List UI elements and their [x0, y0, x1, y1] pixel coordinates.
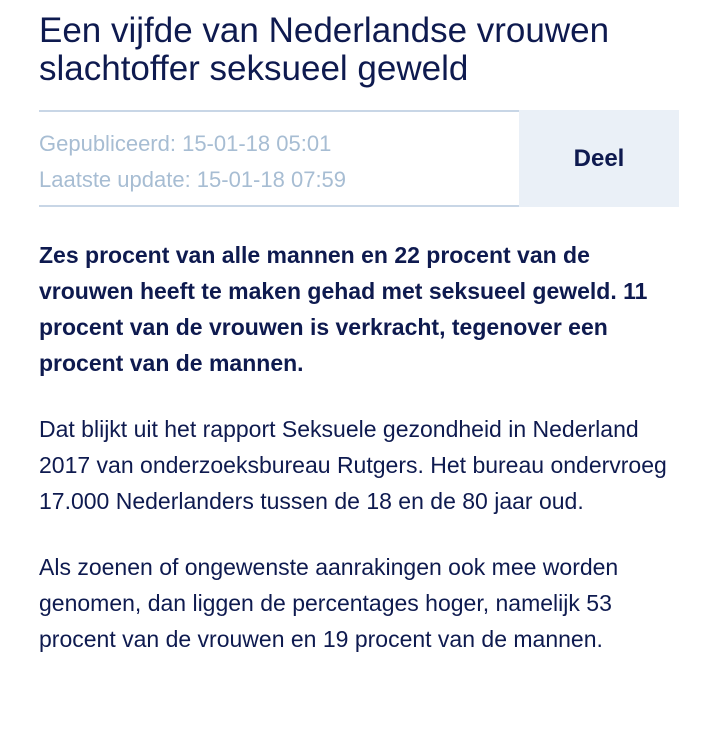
article-lead: Zes procent van alle mannen en 22 procent van de vrouwen heeft te maken gehad met seksueel geweld. 11 procent van de vrouwen is verkracht, tegenover een procent van de mannen.: [39, 242, 648, 376]
share-button[interactable]: Deel: [519, 110, 679, 207]
published-date: Gepubliceerd: 15-01-18 05:01: [39, 131, 332, 156]
article-dates: [39, 110, 519, 207]
article-paragraph: Dat blijkt uit het rapport Seksuele gezondheid in Nederland 2017 van onderzoeksbureau Rutgers. Het bureau ondervroeg 17.000 Nederlanders tussen de 18 en de 80 jaar oud.: [39, 416, 667, 514]
article-title: Een vijfde van Nederlandse vrouwen slachtoffer seksueel geweld: [39, 11, 610, 88]
article-paragraph: Als zoenen of ongewenste aanrakingen ook mee worden genomen, dan liggen de percentages hoger, namelijk 53 procent van de vrouwen en 19 procent van de mannen.: [39, 554, 619, 652]
article-meta: [39, 110, 679, 207]
article: [39, 0, 679, 657]
updated-date: Laatste update: 15-01-18 07:59: [39, 167, 347, 192]
